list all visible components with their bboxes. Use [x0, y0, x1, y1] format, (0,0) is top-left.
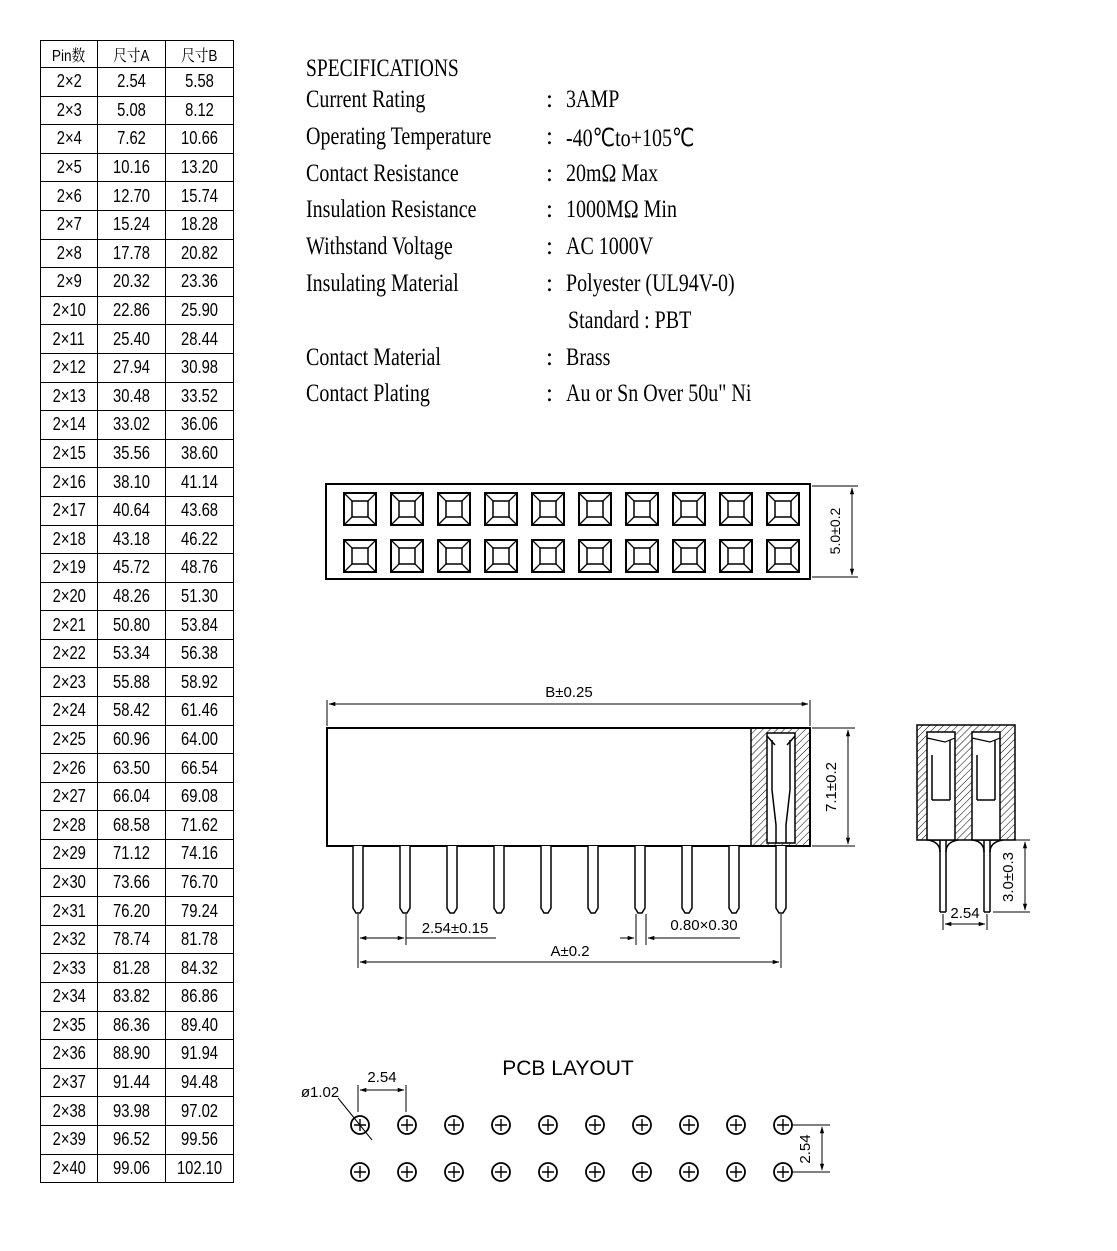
pin-count-cell: 2×27: [41, 782, 98, 811]
dimension-a-cell: 43.18: [98, 525, 166, 554]
hole-crosshair: [683, 1166, 695, 1178]
pin: [776, 846, 786, 913]
pin: [682, 846, 692, 913]
dimension-b-cell: 18.28: [166, 210, 234, 239]
pin-count-cell: 2×29: [41, 840, 98, 869]
dimension-a-cell: 66.04: [98, 782, 166, 811]
cavity-inner: [540, 501, 556, 517]
dimension-b-cell: 97.02: [166, 1097, 234, 1126]
dimension-b-cell: 48.76: [166, 554, 234, 583]
dimension-b-cell: 102.10: [166, 1154, 234, 1183]
cavity: [391, 540, 423, 572]
pcb-layout: [301, 1057, 830, 1181]
pin-count-cell: 2×23: [41, 668, 98, 697]
hole-crosshair: [495, 1119, 507, 1131]
cavity-inner: [399, 548, 415, 564]
pcb-hole: [633, 1116, 651, 1134]
dimension-b-cell: 99.56: [166, 1125, 234, 1154]
cavity-inner: [775, 548, 791, 564]
dimension-b-cell: 69.08: [166, 782, 234, 811]
end-view-pitch-label: 2.54: [950, 905, 980, 922]
pin-count-cell: 2×32: [41, 925, 98, 954]
cavity: [673, 540, 705, 572]
dimension-b-cell: 15.74: [166, 182, 234, 211]
cavity: [720, 540, 752, 572]
end-view: [917, 725, 1030, 930]
pcb-hole: [680, 1163, 698, 1181]
dimension-b-cell: 46.22: [166, 525, 234, 554]
cavity: [438, 540, 470, 572]
dimension-b-cell: 10.66: [166, 125, 234, 154]
cavity-inner: [775, 501, 791, 517]
cavity-chamfer: [438, 493, 470, 525]
dimension-a-cell: 33.02: [98, 411, 166, 440]
dimension-a-cell: 25.40: [98, 325, 166, 354]
cavity: [579, 540, 611, 572]
dimension-b-cell: 23.36: [166, 268, 234, 297]
dimension-a-cell: 48.26: [98, 582, 166, 611]
pcb-hole: [774, 1163, 792, 1181]
spec-label: Withstand Voltage: [306, 233, 453, 261]
pin: [588, 846, 598, 913]
pin: [635, 846, 645, 913]
dimension-b-cell: 30.98: [166, 353, 234, 382]
pcb-pitch-y-label: 2.54: [797, 1134, 814, 1164]
spec-colon: :: [546, 233, 553, 261]
cavity-chamfer: [720, 493, 752, 525]
pcb-layout-title: PCB LAYOUT: [502, 1057, 634, 1080]
cavity: [344, 493, 376, 525]
spec-label: Insulation Resistance: [306, 196, 477, 224]
dimension-a-cell: 50.80: [98, 611, 166, 640]
dimension-a-cell: 96.52: [98, 1125, 166, 1154]
dimension-a-cell: 38.10: [98, 468, 166, 497]
pin: [541, 846, 551, 913]
cavity-inner: [399, 501, 415, 517]
dimension-a-cell: 99.06: [98, 1154, 166, 1183]
spec-value: AC 1000V: [566, 233, 654, 261]
dimension-a-cell: 10.16: [98, 153, 166, 182]
pin-count-cell: 2×22: [41, 639, 98, 668]
spec-label: Insulating Material: [306, 269, 459, 297]
pin-count-cell: 2×20: [41, 582, 98, 611]
dimension-a-cell: 35.56: [98, 439, 166, 468]
cavity: [532, 540, 564, 572]
cavity-chamfer: [391, 540, 423, 572]
pin-count-cell: 2×39: [41, 1125, 98, 1154]
cavity-chamfer: [485, 493, 517, 525]
dimension-a-cell: 7.62: [98, 125, 166, 154]
pin-count-cell: 2×8: [41, 239, 98, 268]
pin: [400, 846, 410, 913]
cavity-chamfer: [485, 540, 517, 572]
spec-colon: :: [546, 196, 553, 224]
dimension-b-cell: 20.82: [166, 239, 234, 268]
dimension-b-cell: 41.14: [166, 468, 234, 497]
dimension-a-cell: 53.34: [98, 639, 166, 668]
cavity-chamfer: [673, 493, 705, 525]
cavity: [485, 493, 517, 525]
pin-length-label: 3.0±0.3: [1000, 852, 1017, 902]
dimension-a-cell: 58.42: [98, 697, 166, 726]
header-pin-count: Pin数: [41, 41, 98, 68]
cavity-inner: [446, 501, 462, 517]
spec-value: 3AMP: [566, 86, 620, 113]
pin: [447, 846, 457, 913]
cavity-chamfer: [579, 493, 611, 525]
dimension-b-cell: 53.84: [166, 611, 234, 640]
pcb-hole: [586, 1163, 604, 1181]
cavity-inner: [493, 501, 509, 517]
dimension-a-cell: 81.28: [98, 954, 166, 983]
dimension-b-cell: 71.62: [166, 811, 234, 840]
pcb-hole: [633, 1163, 651, 1181]
top-view-cavities: [344, 493, 799, 572]
dimension-b-cell: 56.38: [166, 639, 234, 668]
pin: [729, 846, 739, 913]
body-length-label: B±0.25: [545, 684, 593, 701]
dimension-b-cell: 74.16: [166, 840, 234, 869]
cavity-inner: [493, 548, 509, 564]
dimension-b-cell: 61.46: [166, 697, 234, 726]
dimension-b-cell: 64.00: [166, 725, 234, 754]
pin-count-cell: 2×6: [41, 182, 98, 211]
dimension-a-cell: 60.96: [98, 725, 166, 754]
hole-crosshair: [542, 1166, 554, 1178]
dimension-b-cell: 43.68: [166, 496, 234, 525]
pcb-holes: [351, 1116, 792, 1181]
pin-count-cell: 2×35: [41, 1011, 98, 1040]
hole-crosshair: [730, 1166, 742, 1178]
pin-count-cell: 2×21: [41, 611, 98, 640]
pin: [353, 846, 363, 913]
cavity: [720, 493, 752, 525]
pin-count-cell: 2×17: [41, 496, 98, 525]
body-height-label: 7.1±0.2: [823, 762, 840, 812]
hole-crosshair: [730, 1119, 742, 1131]
pin-count-cell: 2×15: [41, 439, 98, 468]
dimension-b-cell: 38.60: [166, 439, 234, 468]
pin-count-cell: 2×3: [41, 96, 98, 125]
dimension-b-cell: 84.32: [166, 954, 234, 983]
cavity-inner: [540, 548, 556, 564]
pin-count-cell: 2×38: [41, 1097, 98, 1126]
pcb-hole: [680, 1116, 698, 1134]
pcb-hole: [727, 1116, 745, 1134]
pcb-hole: [398, 1163, 416, 1181]
hole-crosshair: [542, 1119, 554, 1131]
hole-crosshair: [448, 1166, 460, 1178]
cavity-chamfer: [720, 540, 752, 572]
cavity-chamfer: [673, 540, 705, 572]
pin-count-cell: 2×30: [41, 868, 98, 897]
top-view: [326, 484, 858, 579]
hole-crosshair: [589, 1166, 601, 1178]
spec-colon: :: [546, 159, 553, 187]
dimension-a-cell: 17.78: [98, 239, 166, 268]
dimension-b-cell: 33.52: [166, 382, 234, 411]
cavity-inner: [352, 548, 368, 564]
pin-count-cell: 2×2: [41, 68, 98, 97]
hole-crosshair: [777, 1119, 789, 1131]
pcb-hole: [492, 1116, 510, 1134]
dimension-b-cell: 76.70: [166, 868, 234, 897]
pcb-hole: [774, 1116, 792, 1134]
pcb-hole: [539, 1163, 557, 1181]
cavity-inner: [728, 501, 744, 517]
spec-colon: :: [546, 122, 553, 150]
cavity-chamfer: [438, 540, 470, 572]
spec-value: 20mΩ Max: [566, 159, 659, 187]
specifications-title: SPECIFICATIONS: [306, 55, 459, 82]
dimension-a-cell: 2.54: [98, 68, 166, 97]
hole-crosshair: [683, 1119, 695, 1131]
pcb-hole: [398, 1116, 416, 1134]
spec-label: Current Rating: [306, 86, 426, 113]
cavity: [438, 493, 470, 525]
pin-count-cell: 2×24: [41, 697, 98, 726]
hole-crosshair: [448, 1119, 460, 1131]
pcb-hole-diameter-label: ø1.02: [300, 1084, 340, 1101]
cavity-inner: [352, 501, 368, 517]
dimension-b-cell: 94.48: [166, 1068, 234, 1097]
dimension-b-cell: 36.06: [166, 411, 234, 440]
spec-colon: :: [546, 269, 553, 297]
pin-count-cell: 2×28: [41, 811, 98, 840]
cavity-chamfer: [344, 493, 376, 525]
cavity: [532, 493, 564, 525]
spec-value: -40℃to+105℃: [566, 124, 695, 152]
pin-span-label: A±0.2: [550, 943, 590, 960]
dimension-b-cell: 51.30: [166, 582, 234, 611]
dimension-b-cell: 86.86: [166, 983, 234, 1012]
pin-count-cell: 2×19: [41, 554, 98, 583]
hole-crosshair: [354, 1166, 366, 1178]
cavity-chamfer: [344, 540, 376, 572]
dimension-a-cell: 71.12: [98, 840, 166, 869]
pin-count-cell: 2×33: [41, 954, 98, 983]
cavity-inner: [634, 548, 650, 564]
pin-count-cell: 2×36: [41, 1040, 98, 1069]
dimension-b-cell: 8.12: [166, 96, 234, 125]
cavity-inner: [587, 548, 603, 564]
spec-value: Brass: [566, 343, 611, 371]
dimension-a-cell: 22.86: [98, 296, 166, 325]
cavity: [626, 540, 658, 572]
pcb-hole: [539, 1116, 557, 1134]
pcb-hole: [492, 1163, 510, 1181]
pcb-hole: [586, 1116, 604, 1134]
hole-crosshair: [401, 1119, 413, 1131]
dimension-a-cell: 91.44: [98, 1068, 166, 1097]
cavity-chamfer: [626, 493, 658, 525]
pin-size-label: 0.80×0.30: [670, 917, 738, 934]
dimension-b-cell: 13.20: [166, 153, 234, 182]
cavity: [391, 493, 423, 525]
cavity-inner: [681, 548, 697, 564]
dimension-a-cell: 73.66: [98, 868, 166, 897]
cavity-chamfer: [767, 540, 799, 572]
side-view: [327, 684, 855, 968]
dimension-a-cell: 45.72: [98, 554, 166, 583]
pin-count-cell: 2×9: [41, 268, 98, 297]
dimension-a-cell: 30.48: [98, 382, 166, 411]
dimension-b-cell: 89.40: [166, 1011, 234, 1040]
dimension-b-cell: 28.44: [166, 325, 234, 354]
cavity: [626, 493, 658, 525]
dimension-b-cell: 66.54: [166, 754, 234, 783]
dimension-a-cell: 78.74: [98, 925, 166, 954]
cavity-chamfer: [626, 540, 658, 572]
spec-label: Operating Temperature: [306, 122, 492, 150]
pin-count-cell: 2×26: [41, 754, 98, 783]
pin-count-cell: 2×5: [41, 153, 98, 182]
cavity-chamfer: [579, 540, 611, 572]
dimension-b-cell: 25.90: [166, 296, 234, 325]
spec-value: Standard : PBT: [568, 306, 692, 334]
dimension-a-cell: 86.36: [98, 1011, 166, 1040]
cavity: [767, 540, 799, 572]
dimension-a-cell: 40.64: [98, 496, 166, 525]
pin-count-cell: 2×7: [41, 210, 98, 239]
pin-count-cell: 2×12: [41, 353, 98, 382]
cavity-chamfer: [391, 493, 423, 525]
dimension-a-cell: 15.24: [98, 210, 166, 239]
cavity-chamfer: [767, 493, 799, 525]
spec-value: Au or Sn Over 50u" Ni: [566, 380, 752, 408]
cavity-inner: [634, 501, 650, 517]
hole-crosshair: [401, 1166, 413, 1178]
dimension-b-cell: 91.94: [166, 1040, 234, 1069]
dimension-a-cell: 83.82: [98, 983, 166, 1012]
dimension-a-cell: 68.58: [98, 811, 166, 840]
dimension-a-cell: 88.90: [98, 1040, 166, 1069]
pin-count-cell: 2×25: [41, 725, 98, 754]
hole-crosshair: [495, 1166, 507, 1178]
hole-crosshair: [636, 1119, 648, 1131]
spec-label: Contact Material: [306, 343, 441, 371]
dimension-b-cell: 79.24: [166, 897, 234, 926]
pin-count-cell: 2×31: [41, 897, 98, 926]
header-dimension-b: 尺寸B: [166, 41, 234, 68]
hole-crosshair: [636, 1166, 648, 1178]
pin-count-cell: 2×11: [41, 325, 98, 354]
cavity-inner: [728, 548, 744, 564]
cavity-inner: [587, 501, 603, 517]
cavity: [485, 540, 517, 572]
pin-count-cell: 2×34: [41, 983, 98, 1012]
dimension-a-cell: 20.32: [98, 268, 166, 297]
hole-crosshair: [589, 1119, 601, 1131]
dimension-b-cell: 5.58: [166, 68, 234, 97]
pin-pitch-label: 2.54±0.15: [421, 920, 489, 937]
pin-count-cell: 2×18: [41, 525, 98, 554]
dimension-b-cell: 81.78: [166, 925, 234, 954]
cavity-inner: [681, 501, 697, 517]
cavity-chamfer: [532, 540, 564, 572]
spec-colon: :: [546, 343, 553, 371]
cavity: [767, 493, 799, 525]
pin-count-cell: 2×14: [41, 411, 98, 440]
spec-value: 1000MΩ Min: [566, 196, 677, 224]
cavity-chamfer: [532, 493, 564, 525]
dimension-a-cell: 63.50: [98, 754, 166, 783]
cavity-inner: [446, 548, 462, 564]
pin-count-cell: 2×37: [41, 1068, 98, 1097]
pin: [494, 846, 504, 913]
spec-colon: :: [546, 86, 553, 113]
dimension-a-cell: 55.88: [98, 668, 166, 697]
spec-label: Contact Plating: [306, 380, 430, 408]
pin-count-cell: 2×16: [41, 468, 98, 497]
dimension-a-cell: 93.98: [98, 1097, 166, 1126]
pcb-hole: [445, 1163, 463, 1181]
cavity: [344, 540, 376, 572]
pcb-hole: [351, 1163, 369, 1181]
dimension-a-cell: 27.94: [98, 353, 166, 382]
header-dimension-a: 尺寸A: [98, 41, 166, 68]
spec-colon: :: [546, 380, 553, 408]
pin-count-cell: 2×10: [41, 296, 98, 325]
spec-label: Contact Resistance: [306, 159, 459, 187]
top-view-height-label: 5.0±0.2: [827, 507, 843, 555]
dimension-a-cell: 5.08: [98, 96, 166, 125]
dimension-a-cell: 76.20: [98, 897, 166, 926]
spec-value: Polyester (UL94V-0): [566, 269, 735, 297]
pcb-hole: [445, 1116, 463, 1134]
pin-count-cell: 2×40: [41, 1154, 98, 1183]
dimension-a-cell: 12.70: [98, 182, 166, 211]
pcb-hole: [727, 1163, 745, 1181]
dimension-b-cell: 58.92: [166, 668, 234, 697]
pin-count-cell: 2×4: [41, 125, 98, 154]
cavity: [579, 493, 611, 525]
hole-crosshair: [777, 1166, 789, 1178]
pcb-pitch-x-label: 2.54: [367, 1069, 397, 1086]
pin-count-cell: 2×13: [41, 382, 98, 411]
cavity: [673, 493, 705, 525]
side-view-pins: [353, 846, 786, 913]
